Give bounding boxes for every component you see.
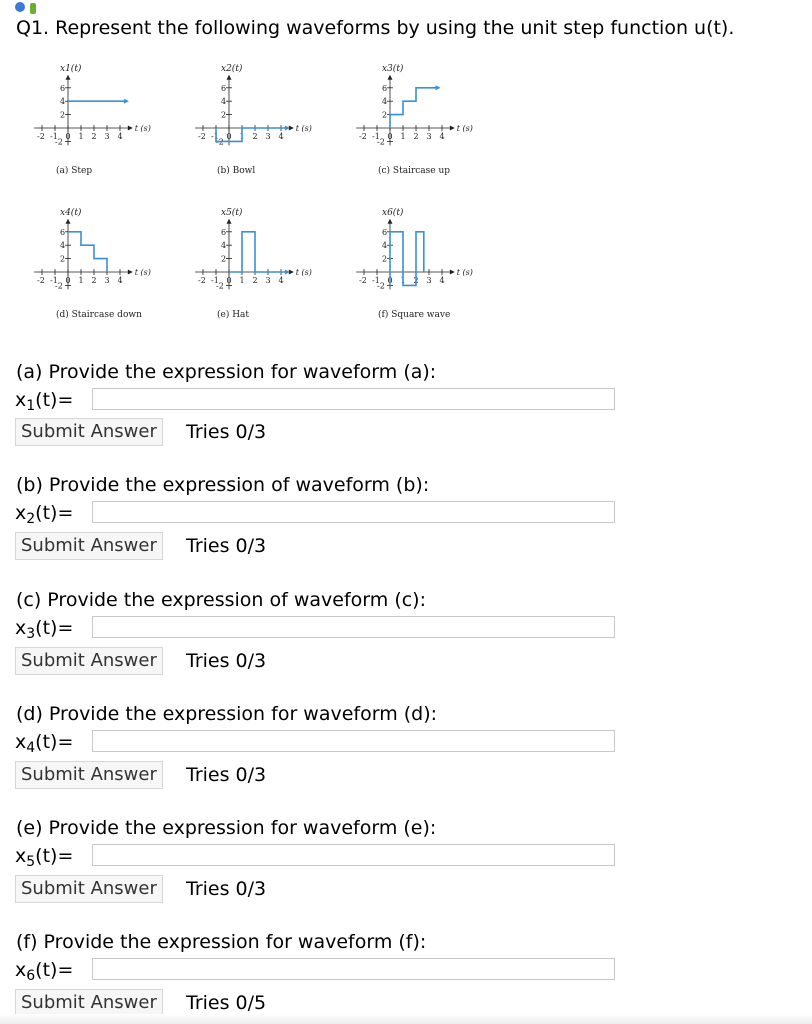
info-icon xyxy=(15,2,25,12)
question-prompt: (e) Provide the expression for waveform (e): xyxy=(16,817,437,839)
bottle-icon xyxy=(30,3,36,14)
axis-unit-label: t (s) xyxy=(295,124,312,133)
y-tick-label: 2 xyxy=(60,110,66,120)
bottom-shadow xyxy=(0,1014,812,1024)
x-tick-label: 0 xyxy=(387,132,393,141)
x-tick-label: 0 xyxy=(65,132,71,141)
x-axis-arrow xyxy=(450,126,455,131)
question-f xyxy=(16,928,621,1017)
y-tick-label: 6 xyxy=(382,83,388,93)
y-axis-arrow xyxy=(66,75,71,80)
panel-ylabel: x3(t) xyxy=(382,63,404,74)
answer-input[interactable] xyxy=(92,844,615,866)
panel-caption: (f) Square wave xyxy=(378,310,451,320)
y-tick-label: 6 xyxy=(382,227,388,237)
y-tick-label: -2 xyxy=(55,281,63,291)
y-tick-label: 6 xyxy=(60,83,66,93)
y-tick-label: -2 xyxy=(216,137,224,147)
x-tick-label: 3 xyxy=(104,132,110,141)
x-tick-label: 3 xyxy=(265,276,271,285)
x-tick-label: -2 xyxy=(37,132,45,141)
axis-unit-label: t (s) xyxy=(134,124,151,133)
y-axis-arrow xyxy=(227,219,232,224)
header-status-icons xyxy=(14,0,54,14)
answer-label: $x_4(t)=$ xyxy=(15,731,74,756)
x-tick-label: 3 xyxy=(426,132,432,141)
x-tick-label: 4 xyxy=(439,276,445,285)
y-tick-label: 2 xyxy=(221,254,227,264)
answer-label: $x_6(t)=$ xyxy=(15,959,74,984)
x-tick-label: -1 xyxy=(50,132,58,141)
submit-answer-button[interactable]: Submit Answer xyxy=(15,647,163,675)
y-tick-label: 6 xyxy=(221,227,227,237)
page-title: Q1. Represent the following waveforms by using the unit step function u(t). xyxy=(16,17,735,39)
x-axis-arrow xyxy=(450,270,455,275)
panel-ylabel: x6(t) xyxy=(382,207,404,218)
waveform-line xyxy=(229,232,285,272)
x-tick-label: -2 xyxy=(198,132,206,141)
question-a xyxy=(16,358,621,446)
x-tick-label: 0 xyxy=(226,276,232,285)
x-tick-label: 4 xyxy=(117,132,123,141)
submit-answer-button[interactable]: Submit Answer xyxy=(15,418,163,446)
x-tick-label: 0 xyxy=(65,276,71,285)
y-tick-label: 2 xyxy=(382,110,388,120)
panel-ylabel: x1(t) xyxy=(60,63,82,74)
submit-answer-button[interactable]: Submit Answer xyxy=(15,989,163,1017)
question-b xyxy=(16,471,621,560)
x-tick-label: 2 xyxy=(413,276,419,285)
question-prompt: (b) Provide the expression of waveform (b): xyxy=(16,474,430,496)
answer-label: $x_1(t)=$ xyxy=(15,389,74,414)
x-tick-label: -1 xyxy=(50,276,58,285)
y-tick-label: 6 xyxy=(221,83,227,93)
x-tick-label: -1 xyxy=(372,132,380,141)
question-d xyxy=(16,700,621,789)
x-tick-label: 4 xyxy=(117,276,123,285)
x-tick-label: 2 xyxy=(252,132,258,141)
panel-ylabel: x5(t) xyxy=(221,207,243,218)
tries-counter: Tries 0/3 xyxy=(186,421,267,443)
answer-input[interactable] xyxy=(92,958,615,980)
submit-answer-button[interactable]: Submit Answer xyxy=(15,532,163,560)
y-tick-label: 4 xyxy=(60,241,66,251)
x-tick-label: 1 xyxy=(239,276,245,285)
x-tick-label: -1 xyxy=(372,276,380,285)
axis-unit-label: t (s) xyxy=(295,268,312,277)
waveform-line xyxy=(68,232,107,272)
x-tick-label: -1 xyxy=(211,276,219,285)
x-tick-label: 1 xyxy=(400,276,406,285)
y-tick-label: 4 xyxy=(382,97,388,107)
x-tick-label: -2 xyxy=(359,276,367,285)
x-tick-label: 1 xyxy=(239,132,245,141)
panel-caption: (e) Hat xyxy=(217,310,250,320)
x-tick-label: 0 xyxy=(226,132,232,141)
submit-answer-button[interactable]: Submit Answer xyxy=(15,761,163,789)
question-prompt: (d) Provide the expression for waveform (d): xyxy=(16,703,438,725)
y-tick-label: 6 xyxy=(60,227,66,237)
question-e xyxy=(16,814,621,903)
y-tick-label: 2 xyxy=(382,254,388,264)
x-tick-label: 2 xyxy=(413,132,419,141)
panel-caption: (a) Step xyxy=(56,166,93,176)
x-tick-label: -2 xyxy=(359,132,367,141)
y-tick-label: 4 xyxy=(221,97,227,107)
x-tick-label: 1 xyxy=(78,276,84,285)
waveform-line xyxy=(387,232,424,286)
x-axis-arrow xyxy=(128,270,133,275)
answer-input[interactable] xyxy=(92,501,615,523)
tries-counter: Tries 0/5 xyxy=(186,992,267,1014)
panel-ylabel: x4(t) xyxy=(60,207,82,218)
tries-counter: Tries 0/3 xyxy=(186,878,267,900)
tries-counter: Tries 0/3 xyxy=(186,764,267,786)
y-tick-label: 2 xyxy=(221,110,227,120)
question-c xyxy=(16,586,621,675)
y-tick-label: -2 xyxy=(377,281,385,291)
x-tick-label: 3 xyxy=(104,276,110,285)
axis-unit-label: t (s) xyxy=(456,124,473,133)
y-tick-label: -2 xyxy=(377,137,385,147)
waveform-arrow xyxy=(436,85,441,90)
answer-label: $x_2(t)=$ xyxy=(15,502,74,527)
x-tick-label: 4 xyxy=(439,132,445,141)
x-tick-label: 2 xyxy=(252,276,258,285)
y-tick-label: 2 xyxy=(60,254,66,264)
x-tick-label: -2 xyxy=(37,276,45,285)
x-tick-label: -1 xyxy=(211,132,219,141)
x-tick-label: 2 xyxy=(91,132,97,141)
answer-input[interactable] xyxy=(92,730,615,752)
x-tick-label: 1 xyxy=(400,132,406,141)
submit-answer-button[interactable]: Submit Answer xyxy=(15,875,163,903)
axis-unit-label: t (s) xyxy=(134,268,151,277)
x-tick-label: 2 xyxy=(91,276,97,285)
panel-caption: (b) Bowl xyxy=(217,166,256,176)
y-axis-arrow xyxy=(66,219,71,224)
question-prompt: (f) Provide the expression for waveform (f): xyxy=(16,931,427,953)
answer-label: $x_5(t)=$ xyxy=(15,845,74,870)
y-tick-label: -2 xyxy=(55,137,63,147)
y-tick-label: 4 xyxy=(382,241,388,251)
waveform-svg xyxy=(0,40,812,340)
waveform-line xyxy=(390,88,436,128)
y-tick-label: -2 xyxy=(216,281,224,291)
x-tick-label: -2 xyxy=(198,276,206,285)
y-tick-label: 4 xyxy=(221,241,227,251)
y-axis-arrow xyxy=(388,219,393,224)
x-tick-label: 1 xyxy=(78,132,84,141)
waveform-arrow xyxy=(124,99,129,104)
answer-label: $x_3(t)=$ xyxy=(15,617,74,642)
y-tick-label: 4 xyxy=(60,97,66,107)
x-tick-label: 4 xyxy=(278,132,284,141)
waveform-figure xyxy=(0,40,812,340)
x-tick-label: 3 xyxy=(265,132,271,141)
tries-counter: Tries 0/3 xyxy=(186,650,267,672)
y-axis-arrow xyxy=(227,75,232,80)
x-tick-label: 4 xyxy=(278,276,284,285)
answer-input[interactable] xyxy=(92,616,615,638)
panel-caption: (c) Staircase up xyxy=(378,166,451,176)
x-tick-label: 3 xyxy=(426,276,432,285)
answer-input[interactable] xyxy=(92,388,615,410)
question-prompt: (c) Provide the expression of waveform (c): xyxy=(16,589,426,611)
y-axis-arrow xyxy=(388,75,393,80)
x-tick-label: 0 xyxy=(387,276,393,285)
tries-counter: Tries 0/3 xyxy=(186,535,267,557)
x-axis-arrow xyxy=(128,126,133,131)
panel-caption: (d) Staircase down xyxy=(56,310,142,320)
question-prompt: (a) Provide the expression for waveform (a): xyxy=(16,361,437,383)
panel-ylabel: x2(t) xyxy=(221,63,243,74)
axis-unit-label: t (s) xyxy=(456,268,473,277)
